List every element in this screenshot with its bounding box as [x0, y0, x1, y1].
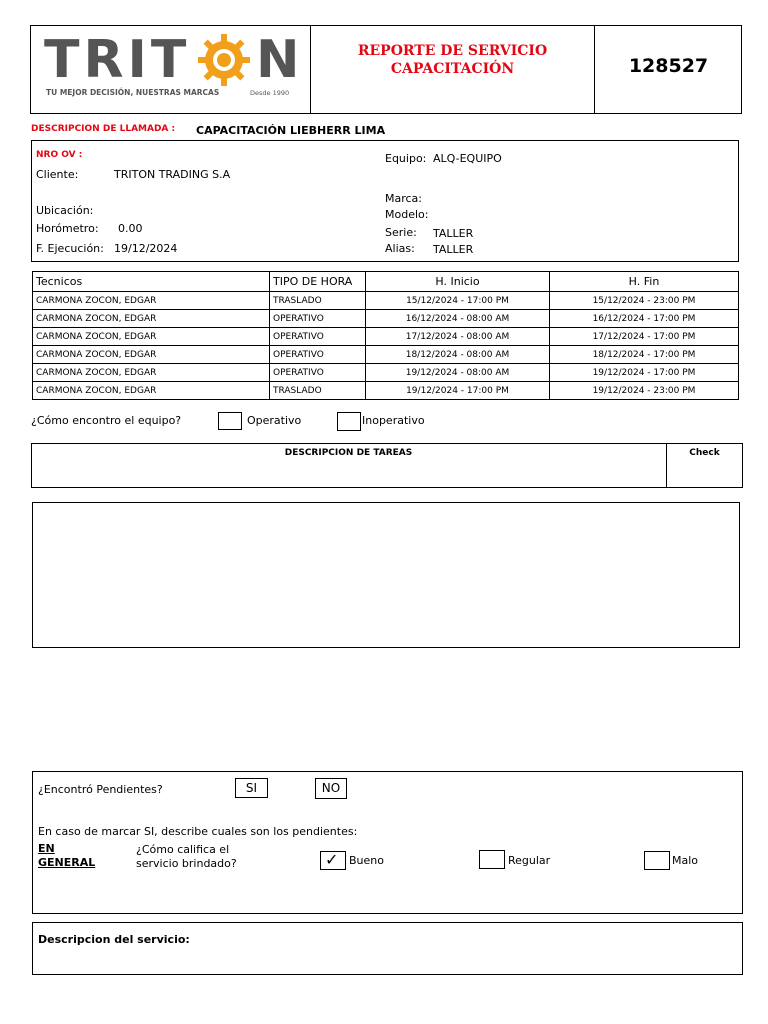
ubicacion-label: Ubicación: — [36, 204, 94, 217]
checkmark-icon: ✓ — [325, 850, 339, 869]
cell-tipo-hora: TRASLADO — [270, 382, 366, 400]
cell-h-inicio: 16/12/2024 - 08:00 AM — [366, 310, 550, 328]
table-row — [33, 292, 739, 310]
equipment-state-question: ¿Cómo encontro el equipo? — [31, 414, 182, 427]
cell-h-fin: 18/12/2024 - 17:00 PM — [550, 346, 739, 364]
operativo-label: Operativo — [247, 414, 302, 427]
cell-h-inicio: 19/12/2024 - 17:00 PM — [366, 382, 550, 400]
si-option[interactable]: SI — [235, 778, 268, 798]
technicians-header-row — [33, 272, 739, 292]
cell-tipo-hora: OPERATIVO — [270, 364, 366, 382]
rating-question — [136, 843, 237, 871]
alias-label: Alias: — [385, 242, 415, 255]
company-logo — [44, 30, 304, 102]
serie-value: TALLER — [433, 227, 474, 240]
cell-tipo-hora: OPERATIVO — [270, 310, 366, 328]
bueno-checkbox[interactable] — [320, 851, 346, 870]
malo-label: Malo — [672, 854, 699, 867]
pending-describe-label: En caso de marcar SI, describe cuales son los pendientes: — [38, 825, 358, 838]
logo-tagline: TU MEJOR DECISIÓN, NUESTRAS MARCAS — [46, 88, 220, 97]
cell-tecnico: CARMONA ZOCON, EDGAR — [33, 346, 270, 364]
logo-text-right: N — [256, 30, 304, 90]
cell-tecnico: CARMONA ZOCON, EDGAR — [33, 328, 270, 346]
cell-h-fin: 17/12/2024 - 17:00 PM — [550, 328, 739, 346]
cliente-label: Cliente: — [36, 168, 79, 181]
alias-value: TALLER — [433, 243, 474, 256]
cell-h-fin: 19/12/2024 - 17:00 PM — [550, 364, 739, 382]
en-general-label — [38, 842, 95, 870]
cell-tecnico: CARMONA ZOCON, EDGAR — [33, 364, 270, 382]
call-description-value: CAPACITACIÓN LIEBHERR LIMA — [196, 124, 386, 137]
cell-tipo-hora: OPERATIVO — [270, 346, 366, 364]
col-header-h-inicio: H. Inicio — [366, 272, 550, 292]
fecha-ejecucion-label: F. Ejecución: — [36, 242, 104, 255]
en-general-line1: EN — [38, 842, 55, 855]
cell-h-inicio: 17/12/2024 - 08:00 AM — [366, 328, 550, 346]
cell-h-inicio: 19/12/2024 - 08:00 AM — [366, 364, 550, 382]
operativo-checkbox[interactable] — [218, 412, 242, 430]
report-title-line1: REPORTE DE SERVICIO — [357, 43, 548, 59]
no-option[interactable]: NO — [315, 778, 347, 799]
modelo-label: Modelo: — [385, 208, 429, 221]
logo-text-left: TRIT — [44, 30, 191, 90]
cell-tecnico: CARMONA ZOCON, EDGAR — [33, 310, 270, 328]
equipo-value: ALQ-EQUIPO — [433, 152, 502, 165]
cell-tecnico: CARMONA ZOCON, EDGAR — [33, 292, 270, 310]
col-header-tecnicos: Tecnicos — [33, 272, 270, 292]
fecha-ejecucion-value: 19/12/2024 — [114, 242, 178, 255]
nro-ov-label: NRO OV : — [36, 150, 83, 160]
rating-question-line1: ¿Cómo califica el — [136, 843, 230, 856]
malo-checkbox[interactable] — [644, 851, 670, 870]
equipo-label: Equipo: — [385, 152, 427, 165]
inoperativo-label: Inoperativo — [362, 414, 425, 427]
bueno-label: Bueno — [349, 854, 384, 867]
rating-question-line2: servicio brindado? — [136, 857, 237, 870]
horometro-value: 0.00 — [118, 222, 143, 235]
table-row — [33, 364, 739, 382]
cell-tecnico: CARMONA ZOCON, EDGAR — [33, 382, 270, 400]
serie-label: Serie: — [385, 226, 417, 239]
cell-h-fin: 19/12/2024 - 23:00 PM — [550, 382, 739, 400]
table-row — [33, 310, 739, 328]
cell-h-fin: 16/12/2024 - 17:00 PM — [550, 310, 739, 328]
table-row — [33, 382, 739, 400]
cell-h-inicio: 18/12/2024 - 08:00 AM — [366, 346, 550, 364]
table-row — [33, 328, 739, 346]
report-number: 128527 — [628, 55, 709, 77]
report-title — [311, 42, 594, 78]
check-header-label: Check — [689, 448, 720, 458]
pending-question: ¿Encontró Pendientes? — [38, 783, 163, 796]
tasks-header-label: DESCRIPCION DE TAREAS — [284, 448, 413, 458]
regular-checkbox[interactable] — [479, 850, 505, 869]
logo-since: Desde 1990 — [250, 89, 290, 97]
en-general-line2: GENERAL — [38, 856, 96, 869]
inoperativo-checkbox[interactable] — [337, 412, 361, 431]
regular-label: Regular — [508, 854, 551, 867]
table-row — [33, 346, 739, 364]
report-title-line2: CAPACITACIÓN — [390, 61, 515, 77]
cliente-value: TRITON TRADING S.A — [114, 168, 231, 181]
horometro-label: Horómetro: — [36, 222, 99, 235]
cell-tipo-hora: TRASLADO — [270, 292, 366, 310]
col-header-tipo-hora: TIPO DE HORA — [270, 272, 366, 292]
call-description-label: DESCRIPCION DE LLAMADA : — [31, 124, 176, 134]
col-header-h-fin: H. Fin — [550, 272, 739, 292]
service-description-box[interactable] — [32, 922, 743, 975]
cell-h-fin: 15/12/2024 - 23:00 PM — [550, 292, 739, 310]
service-description-label: Descripcion del servicio: — [38, 933, 190, 946]
technicians-table — [32, 271, 739, 400]
cell-h-inicio: 15/12/2024 - 17:00 PM — [366, 292, 550, 310]
gear-logo-icon — [196, 32, 252, 88]
marca-label: Marca: — [385, 192, 423, 205]
cell-tipo-hora: OPERATIVO — [270, 328, 366, 346]
tasks-content-area[interactable] — [32, 502, 740, 648]
